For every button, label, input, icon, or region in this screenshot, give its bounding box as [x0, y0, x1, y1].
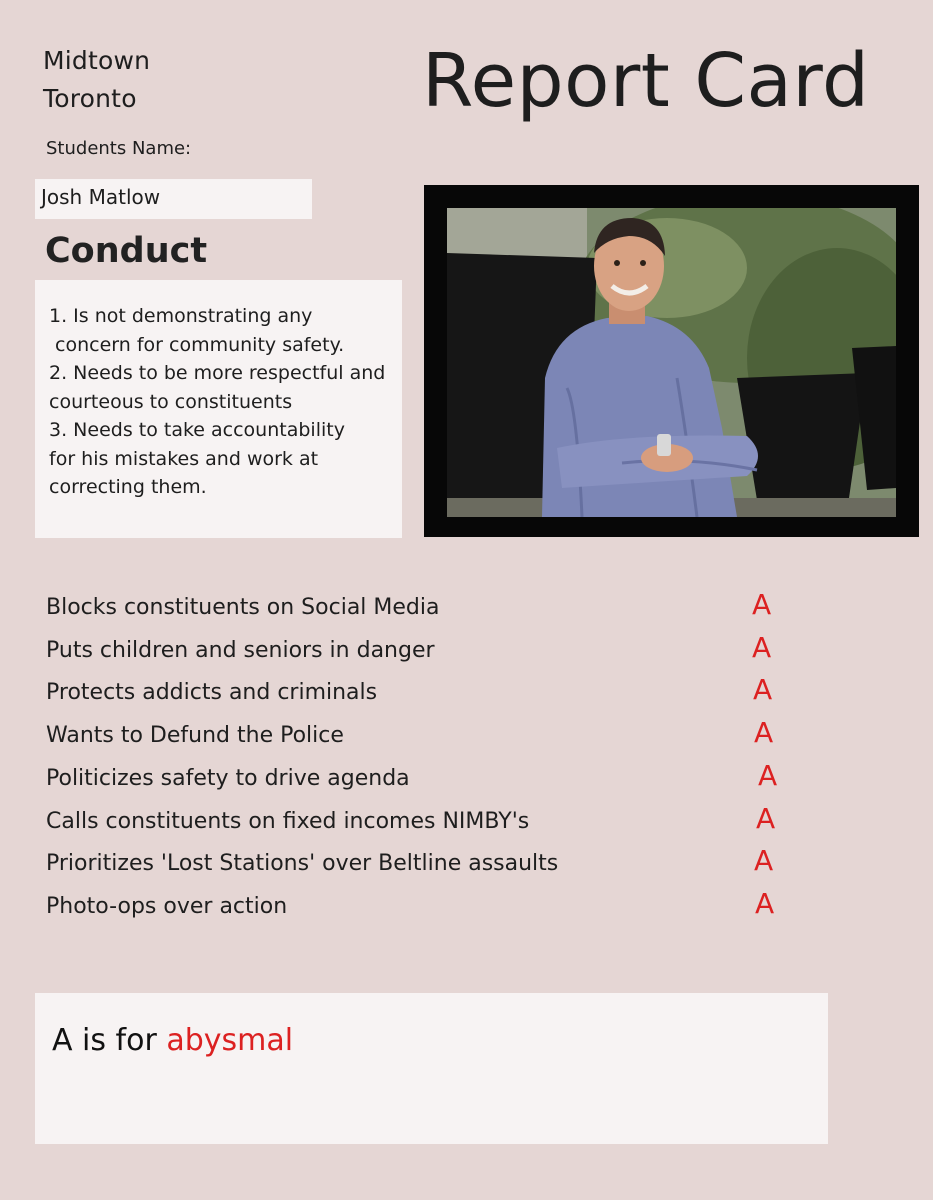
location-label: Midtown Toronto [43, 46, 151, 113]
conduct-line: for his mistakes and work at [49, 447, 319, 470]
grade-row [46, 588, 846, 628]
grade-row [46, 716, 846, 756]
grade-row [46, 759, 846, 799]
conduct-line: courteous to constituents [49, 390, 293, 413]
grade-value: A [752, 631, 772, 664]
conduct-heading: Conduct [45, 231, 208, 271]
grade-row [46, 844, 846, 884]
student-name-field: Josh Matlow [35, 179, 312, 219]
conduct-line: 1. Is not demonstrating any [49, 305, 313, 327]
grade-row [46, 802, 846, 842]
grade-value: A [752, 588, 772, 621]
grade-value: A [756, 802, 776, 835]
conduct-box [35, 280, 402, 538]
conduct-line: 2. Needs to be more respectful and [49, 362, 386, 384]
grade-value: A [753, 673, 773, 706]
grade-item-label: Puts children and seniors in danger [46, 638, 435, 663]
grade-item-label: Prioritizes 'Lost Stations' over Beltline assaults [46, 851, 559, 876]
grade-item-label: Protects addicts and criminals [46, 680, 378, 705]
portrait-illustration [447, 208, 896, 517]
grade-value: A [754, 716, 774, 749]
grade-item-label: Blocks constituents on Social Media [46, 595, 440, 620]
student-name-label: Students Name: [46, 138, 192, 159]
summary-box [35, 993, 828, 1144]
conduct-line: correcting them. [49, 476, 207, 498]
summary-highlight: abysmal [166, 1023, 294, 1058]
summary-text [52, 1019, 293, 1063]
grade-value: A [758, 759, 778, 792]
grade-value: A [754, 844, 774, 877]
grade-row [46, 673, 846, 713]
portrait-photo [447, 208, 896, 517]
grade-value: A [755, 887, 775, 920]
conduct-line: 3. Needs to take accountability [49, 419, 345, 441]
grade-item-label: Politicizes safety to drive agenda [46, 766, 410, 791]
grade-item-label: Wants to Defund the Police [46, 723, 344, 748]
page-title: Report Card [422, 38, 870, 124]
conduct-line: concern for community safety. [49, 333, 345, 356]
grade-item-label: Calls constituents on fixed incomes NIMBY's [46, 809, 530, 834]
summary-prefix: A is for [52, 1023, 167, 1058]
grade-row [46, 631, 846, 671]
grade-row [46, 887, 846, 927]
grade-item-label: Photo-ops over action [46, 894, 288, 919]
